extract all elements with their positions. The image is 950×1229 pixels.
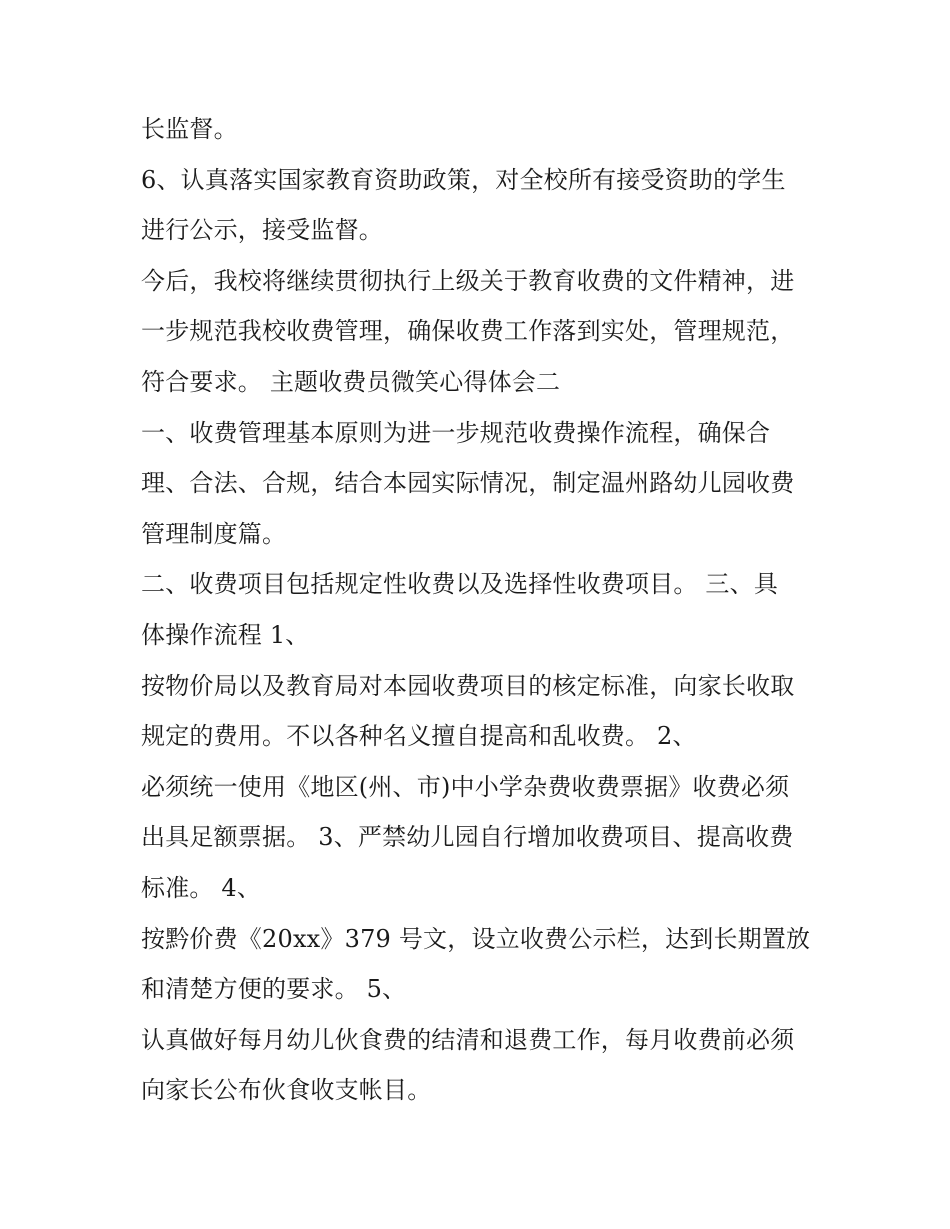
text-line: 向家长公布伙食收支帐目。 (141, 1076, 432, 1105)
text-line: 一步规范我校收费管理，确保收费工作落到实处，管理规范， (141, 317, 795, 346)
text-line: 按物价局以及教育局对本园收费项目的核定标准，向家长收取 (141, 671, 795, 700)
text-line: 体操作流程 1、 (141, 620, 310, 649)
text-line: 今后，我校将继续贯彻执行上级关于教育收费的文件精神，进 (141, 266, 795, 295)
text-line: 认真做好每月幼儿伙食费的结清和退费工作，每月收费前必须 (141, 1025, 795, 1054)
text-line: 进行公示，接受监督。 (141, 216, 383, 245)
text-line: 必须统一使用《地区(州、市)中小学杂费收费票据》收费必须 (141, 772, 790, 801)
document-body (141, 104, 821, 1116)
text-line: 管理制度篇。 (141, 519, 287, 548)
text-line: 规定的费用。不以各种名义擅自提高和乱收费。 2、 (141, 722, 697, 751)
text-line: 和清楚方便的要求。 5、 (141, 975, 407, 1004)
text-line: 理、合法、合规，结合本园实际情况，制定温州路幼儿园收费 (141, 469, 795, 498)
text-line: 6、认真落实国家教育资助政策，对全校所有接受资助的学生 (141, 165, 786, 194)
text-line: 标准。 4、 (141, 873, 262, 902)
text-line: 长监督。 (141, 115, 238, 143)
text-line: 一、收费管理基本原则为进一步规范收费操作流程，确保合 (141, 418, 771, 447)
text-line: 出具足额票据。 3、严禁幼儿园自行增加收费项目、提高收费 (141, 823, 794, 852)
text-line: 按黔价费《20xx》379 号文，设立收费公示栏，达到长期置放 (141, 924, 811, 953)
text-line: 二、收费项目包括规定性收费以及选择性收费项目。 三、具 (141, 570, 779, 599)
text-line: 符合要求。 主题收费员微笑心得体会二 (141, 367, 561, 396)
